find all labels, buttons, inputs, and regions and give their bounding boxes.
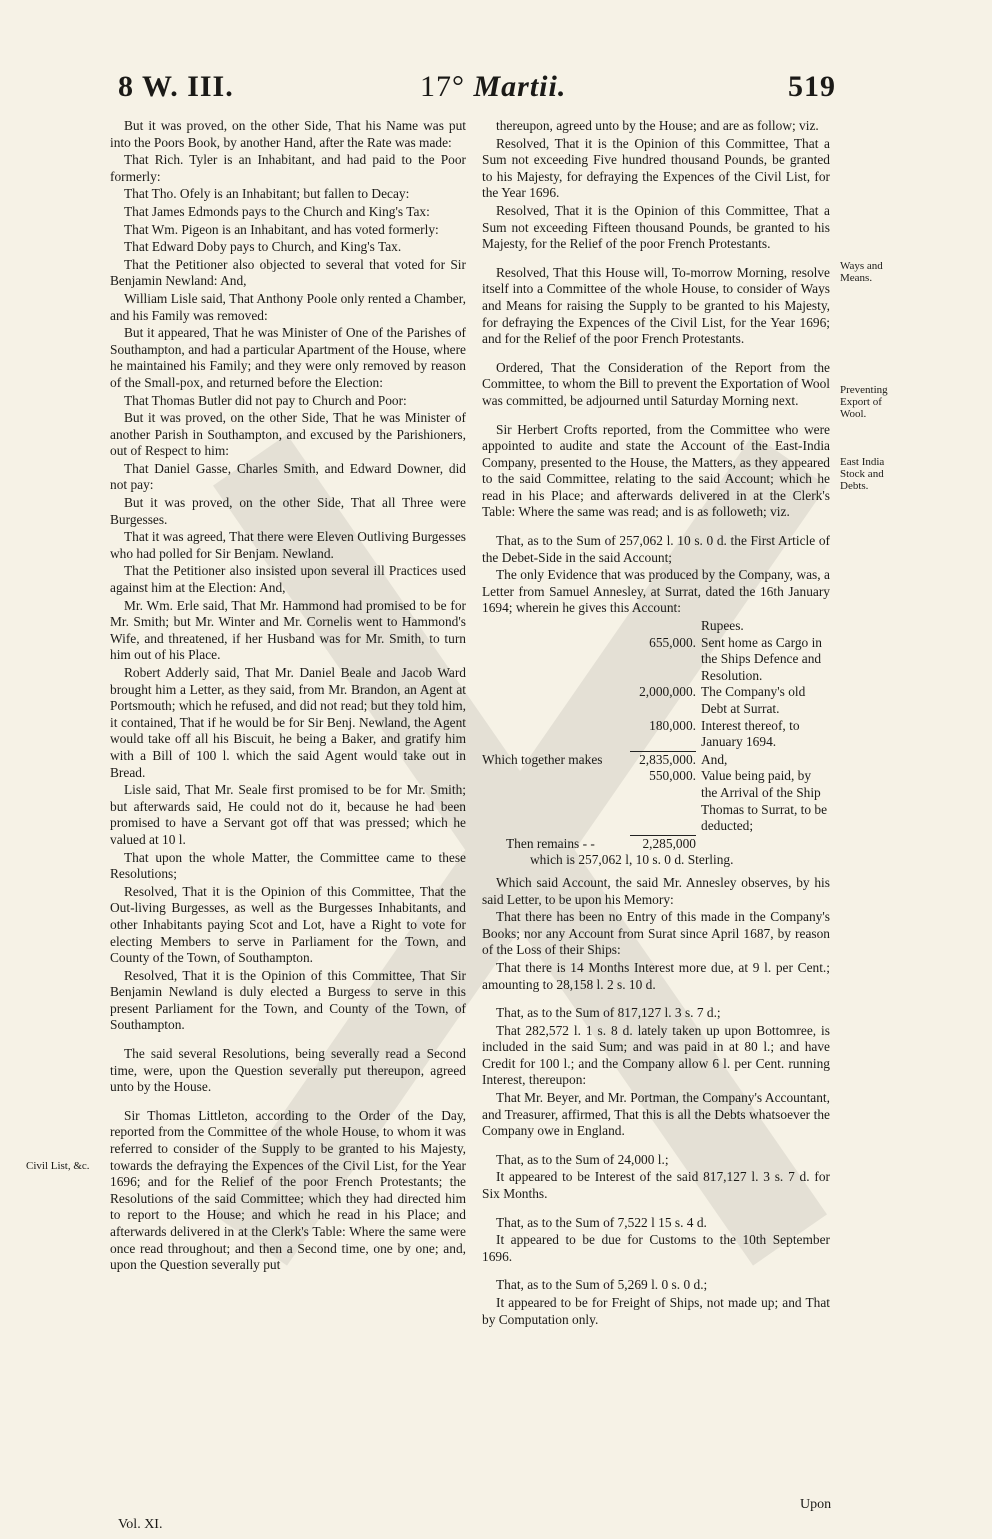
- header-day: 17°: [420, 70, 465, 103]
- account-unit: Rupees.: [701, 618, 744, 634]
- paragraph: That, as to the Sum of 7,522 l 15 s. 4 d.: [496, 1214, 707, 1230]
- account-desc: The Company's old Debt at Surrat.: [701, 684, 806, 716]
- paragraph: Resolved, That it is the Opinion of this Committee, That a Sum not exceeding Fifteen thousand Pounds, be granted to his Majesty, for the Relief of the poor French Protestants.: [482, 202, 830, 252]
- paragraph: That Rich. Tyler is an Inhabitant, and had paid to the Poor formerly:: [110, 152, 466, 184]
- paragraph: Sir Thomas Littleton, according to the Order of the Day, reported from the Committee of the whole House, to whom it was referred to consider of the Supply to be granted to his Majesty, towards the defraying the Expences of the Civil List, for the Year 1696; and for the Relief of the poor French Protestants; the Resolutions of the said Committee; which they had directed him to report to the House; and which he read in his Place; and afterwards delivered in at the Clerk's Table: Where the same were once read throughout; and then a Second time, one by one; and, upon the Question severally put: [110, 1107, 466, 1273]
- left-column: [110, 118, 466, 1275]
- paragraph: That there has been no Entry of this made in the Company's Books; nor any Account from Surat since April 1687, by reason of the Loss of their Ships:: [482, 909, 830, 958]
- paragraph: Resolved, That it is the Opinion of this Committee, That Sir Benjamin Newland is duly elected a Burgess to serve in this present Parliament for the Town, and County of the Town, of Southampton.: [110, 967, 466, 1033]
- account-num: 2,000,000.: [639, 684, 696, 700]
- paragraph: That, as to the Sum of 5,269 l. 0 s. 0 d.;: [496, 1277, 708, 1293]
- account-lab: [482, 718, 630, 751]
- paragraph: It appeared to be Interest of the said 817,127 l. 3 s. 7 d. for Six Months.: [482, 1169, 830, 1202]
- paragraph: That it was agreed, That there were Eleven Outliving Burgesses who had polled for Sir Benjam. Newland.: [110, 529, 466, 561]
- paragraph: That the Petitioner also objected to several that voted for Sir Benjamin Newland: And,: [110, 256, 466, 289]
- account-table: [482, 618, 830, 869]
- account-num: 180,000.: [649, 717, 696, 733]
- account-row: [482, 684, 830, 717]
- header-month: Martii.: [473, 70, 567, 103]
- paragraph: That James Edmonds pays to the Church and King's Tax:: [124, 203, 430, 219]
- margin-ways-means: Ways and Means.: [840, 260, 883, 284]
- header-session: 8 W. III.: [118, 70, 234, 103]
- catchword: Upon: [800, 1497, 832, 1512]
- paragraph: Robert Adderly said, That Mr. Daniel Beale and Jacob Ward brought him a Letter, as they said, from Mr. Brandon, an Agent at Portsmouth; which he refused, and did not read; but they told him, it contained, That if he would be for Sir Benj. Newland, the Agent would take off all his Biscuit, he being a Baker, and gratify him with a Bill of 100 l. which the said Agent would take out in Bread.: [110, 665, 466, 780]
- together-value: 2,835,000.: [639, 751, 696, 767]
- paragraph: It appeared to be for Freight of Ships, not made up; and That by Computation only.: [482, 1295, 830, 1327]
- header-date: [420, 70, 566, 104]
- account-desc: Sent home as Cargo in the Ships Defence and Resolution.: [701, 634, 822, 683]
- paragraph: Mr. Wm. Erle said, That Mr. Hammond had promised to be for Mr. Smith; but Mr. Winter and Mr. Cornelis went to Hammond's Wife, and threatened, if her Husband was for Mr. Smith, to turn him out of his Place.: [110, 597, 466, 663]
- paragraph: But it was proved, on the other Side, That his Name was put into the Poors Book, by another Hand, after the Rate was made:: [110, 118, 466, 150]
- margin-civil-list: Civil List, &c.: [26, 1160, 90, 1172]
- paragraph: Which said Account, the said Mr. Annesley observes, by his said Letter, to be upon his Memory:: [482, 874, 830, 907]
- account-desc: Interest thereof, to January 1694.: [701, 717, 800, 750]
- paragraph: Ordered, That the Consideration of the Report from the Committee, to whom the Bill to prevent the Exportation of Wool was committed, be adjourned until Saturday Morning next.: [482, 359, 830, 408]
- remains-label: Then remains - -: [506, 835, 595, 851]
- paragraph: William Lisle said, That Anthony Poole only rented a Chamber, and his Family was removed:: [110, 290, 466, 323]
- paragraph: That, as to the Sum of 257,062 l. 10 s. 0 d. the First Article of the Debet-Side in the said Account;: [482, 533, 830, 565]
- margin-wool: Preventing Export of Wool.: [840, 384, 888, 420]
- paragraph: That Edward Doby pays to Church, and King's Tax.: [124, 239, 402, 255]
- paragraph: Resolved, That it is the Opinion of this Committee, That the Out-living Burgesses, as well as the Burgesses Inhabitants, and other Inhabitants paying Scot and Lot, have a Right to vote for electing Members to serve in Parliament for the Town, and County of the Town, of Southampton.: [110, 883, 466, 966]
- remains-value: 2,285,000: [642, 835, 696, 851]
- page-number: 519: [788, 70, 836, 103]
- paragraph: Sir Herbert Crofts reported, from the Committee who were appointed to audite and state the Account of the East-India Company, presented to the House, the Matters, as they appeared to the said Committee, relating to the said Account; which he read in his Place; and afterwards delivered in at the Clerk's Table: Where the same was read; and is as followeth; viz.: [482, 421, 830, 520]
- account-row: [482, 635, 830, 685]
- paragraph: It appeared to be due for Customs to the 10th September 1696.: [482, 1232, 830, 1264]
- margin-east-india: East India Stock and Debts.: [840, 456, 885, 492]
- account-num: 655,000.: [649, 634, 696, 650]
- paragraph: But it appeared, That he was Minister of One of the Parishes of Southampton, and had a particular Apartment of the House, where he maintained his Family; and they were only removed by reason of the Small-pox, and returned before the Election:: [110, 325, 466, 390]
- together-label: Which together makes: [482, 751, 603, 767]
- sterling-line: which is 257,062 l, 10 s. 0 d. Sterling.: [530, 852, 734, 868]
- account-lab: [482, 635, 630, 685]
- deduct-value: 550,000.: [649, 768, 696, 784]
- paragraph: That Wm. Pigeon is an Inhabitant, and has voted formerly:: [124, 221, 439, 237]
- paragraph: Resolved, That it is the Opinion of this Committee, That a Sum not exceeding Five hundred thousand Pounds, be granted to his Majesty, for defraying the Expences of the Civil List, for the Year 1696.: [482, 135, 830, 201]
- paragraph: The only Evidence that was produced by the Company, was, a Letter from Samuel Annesley, at Surrat, dated the 16th January 1694; wherein he gives this Account:: [482, 567, 830, 616]
- right-column: [482, 118, 830, 1329]
- paragraph: That the Petitioner also insisted upon several ill Practices used against him at the Election: And,: [110, 563, 466, 596]
- volume-footer: Vol. XI.: [118, 1517, 163, 1532]
- together-desc: And,: [701, 751, 728, 767]
- paragraph: thereupon, agreed unto by the House; and are as follow; viz.: [496, 118, 819, 133]
- deduct-desc: Value being paid, by the Arrival of the Ship Thomas to Surrat, to be deducted;: [701, 768, 828, 834]
- paragraph: That 282,572 l. 1 s. 8 d. lately taken up upon Bottomree, is included in the said Sum; and was paid in at 80 l.; and have Credit for 100 l.; and the Company allow 6 l. per Cent. running Interest, thereupon:: [482, 1022, 830, 1088]
- account-row: [482, 718, 830, 751]
- paragraph: That Daniel Gasse, Charles Smith, and Edward Downer, did not pay:: [110, 460, 466, 493]
- paragraph: That Thomas Butler did not pay to Church and Poor:: [124, 392, 407, 408]
- paragraph: That, as to the Sum of 817,127 l. 3 s. 7 d.;: [496, 1005, 721, 1021]
- paragraph: That Tho. Ofely is an Inhabitant; but fallen to Decay:: [124, 186, 410, 202]
- paragraph: But it was proved, on the other Side, That he was Minister of another Parish in Southampton, and excused by the Parishioners, out of Respect to him:: [110, 410, 466, 459]
- paragraph: The said several Resolutions, being severally read a Second time, were, upon the Question severally put thereupon, agreed unto by the House.: [110, 1046, 466, 1095]
- paragraph: That upon the whole Matter, the Committee came to these Resolutions;: [110, 849, 466, 882]
- paragraph: But it was proved, on the other Side, That all Three were Burgesses.: [110, 495, 466, 527]
- paragraph: That, as to the Sum of 24,000 l.;: [496, 1151, 669, 1167]
- paragraph: That Mr. Beyer, and Mr. Portman, the Company's Accountant, and Treasurer, affirmed, That this is all the Debts whatsoever the Company owe in England.: [482, 1090, 830, 1139]
- paragraph: Lisle said, That Mr. Seale first promised to be for Mr. Smith; but afterwards said, He could not do it, because he had been promised to have a Servant got off that was pressed; which he valued at 10 l.: [110, 782, 466, 847]
- account-lab: [482, 684, 630, 717]
- paragraph: That there is 14 Months Interest more due, at 9 l. per Cent.; amounting to 28,158 l. 2 s. 10 d.: [482, 959, 830, 992]
- paragraph: Resolved, That this House will, To-morrow Morning, resolve itself into a Committee of the whole House, to consider of Ways and Means for raising the Supply to be granted to his Majesty, for defraying the Expences of the Civil List, for the Year 1696; and for the Relief of the poor French Protestants.: [482, 264, 830, 347]
